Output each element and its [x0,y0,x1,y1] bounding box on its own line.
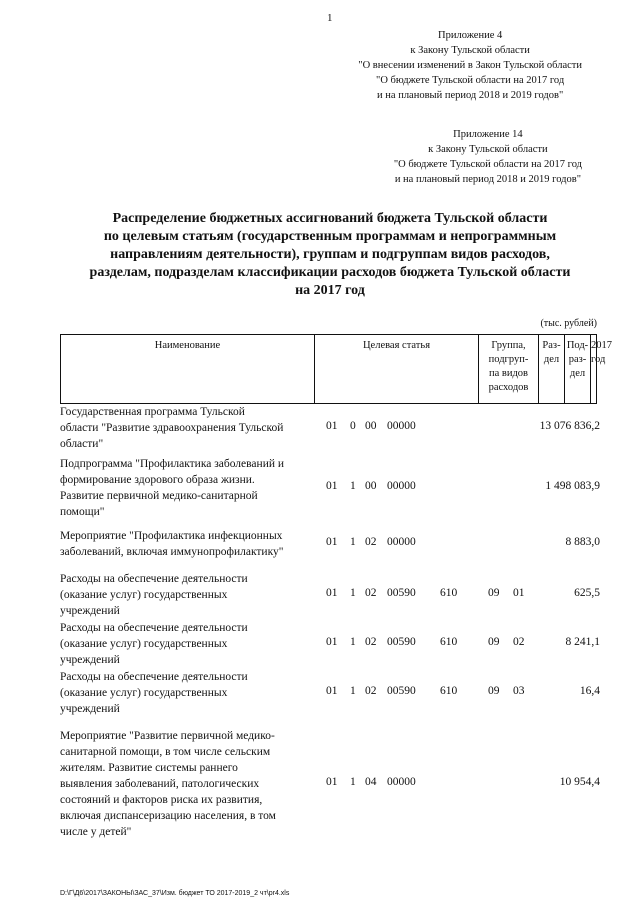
title-line: Распределение бюджетных ассигнований бюджета Тульской области [112,211,548,226]
target-program: 01 [326,536,338,548]
target-program: 01 [326,587,338,599]
appendix-14-block [394,127,582,187]
appendix-line: и на плановый период 2018 и 2019 годов" [377,90,564,101]
row-name-line: учреждений [60,703,120,715]
target-event: 02 [365,685,377,697]
target-direction: 00590 [387,685,416,697]
appendix-4-block [358,28,582,103]
header-year: 2017 год [591,340,612,365]
appendix-line: "О бюджете Тульской области на 2017 год [376,75,565,86]
section-code: 09 [488,685,500,697]
subsection-code: 03 [513,685,525,697]
row-name-line: Расходы на обеспечение деятельности [60,622,248,634]
title-line: на 2017 год [295,283,365,298]
row-name-line: Мероприятие "Профилактика инфекционных [60,530,283,542]
target-subprogram: 1 [350,776,356,788]
header-section-line: Раз- [542,340,561,351]
row-name-line: Расходы на обеспечение деятельности [60,671,248,683]
row-name-line: Мероприятие "Развитие первичной медико- [60,730,275,742]
unit-label: (тыс. рублей) [540,318,597,329]
amount-2017: 16,4 [579,685,600,697]
header-group-line: расходов [488,382,529,393]
target-program: 01 [326,636,338,648]
row-name [60,571,322,619]
target-program: 01 [326,420,338,432]
row-name-line: области "Развитие здравоохранения Тульской [60,422,284,434]
appendix-line: "О внесении изменений в Закон Тульской области [358,60,582,71]
row-name [60,728,322,840]
row-name-line: учреждений [60,654,120,666]
section-code: 09 [488,587,500,599]
amount-2017: 8 241,1 [565,636,600,648]
target-direction: 00000 [387,480,416,492]
row-name-line: области" [60,438,104,450]
row-name [60,528,322,560]
target-direction: 00590 [387,636,416,648]
row-name-line: (оказание услуг) государственных [60,589,228,601]
target-direction: 00000 [387,776,416,788]
target-subprogram: 1 [350,480,356,492]
row-name-line: жителям. Развитие системы раннего [60,762,238,774]
row-name-line: помощи" [60,506,105,518]
target-subprogram: 0 [350,420,356,432]
target-event: 02 [365,587,377,599]
target-event: 00 [365,480,377,492]
row-name-line: формирование здорового образа жизни. [60,474,255,486]
header-group-line: подгруп- [488,354,529,365]
row-name-line: учреждений [60,605,120,617]
header-group-line: па видов [488,368,529,379]
section-code: 09 [488,636,500,648]
file-path-footer: D:\Г\Д6\2017\ЗАКОНЫ\ЗАС_37\Изм. бюджет ТО 2017-2019_2 чт\pr4.xls [60,890,290,897]
amount-2017: 625,5 [574,587,600,599]
row-name-line: выявления заболеваний, патологических [60,778,260,790]
title-line: по целевым статьям (государственным программам и непрограммным [103,229,557,244]
target-event: 04 [365,776,377,788]
row-name-line: Расходы на обеспечение деятельности [60,573,248,585]
row-name [60,456,322,520]
title-line: разделам, подразделам классификации расходов бюджета Тульской области [89,265,571,280]
target-subprogram: 1 [350,636,356,648]
header-group [479,335,539,403]
row-name-line: Развитие первичной медико-санитарной [60,490,258,502]
target-program: 01 [326,685,338,697]
header-subsection-line: дел [569,368,586,379]
target-direction: 00000 [387,536,416,548]
expense-group: 610 [440,636,458,648]
row-name-line: заболеваний, включая иммунопрофилактику" [60,546,284,558]
header-subsection-line: Под- [566,340,589,351]
row-name-line: Подпрограмма "Профилактика заболеваний и [60,458,285,470]
table-header [60,334,612,404]
row-name [60,404,322,452]
amount-2017: 13 076 836,2 [539,420,600,432]
target-program: 01 [326,480,338,492]
header-subsection-line: раз- [568,354,587,365]
subsection-code: 01 [513,587,525,599]
row-name-line: состояний и факторов риска их развития, [60,794,263,806]
row-name [60,669,322,717]
appendix-line: Приложение 14 [453,129,523,140]
row-name [60,620,322,668]
page-number: 1 [327,12,333,24]
target-direction: 00000 [387,420,416,432]
appendix-line: к Закону Тульской области [428,144,548,155]
target-event: 02 [365,636,377,648]
row-name-line: (оказание услуг) государственных [60,638,228,650]
appendix-line: "О бюджете Тульской области на 2017 год [393,159,582,170]
target-subprogram: 1 [350,685,356,697]
row-name-line: числе у детей" [60,826,132,838]
row-name-line: санитарной помощи, в том числе сельским [60,746,271,758]
row-name-line: включая диспансеризацию населения, в том [60,810,276,822]
amount-2017: 10 954,4 [559,776,600,788]
title-line: направлениям деятельности), группам и подгруппам видов расходов, [110,247,550,262]
subsection-code: 02 [513,636,525,648]
target-direction: 00590 [387,587,416,599]
target-subprogram: 1 [350,536,356,548]
target-event: 02 [365,536,377,548]
amount-2017: 8 883,0 [565,536,600,548]
header-group-line: Группа, [491,340,526,351]
header-section [539,335,565,403]
document-title [60,210,600,300]
header-subsection [565,335,591,403]
expense-group: 610 [440,685,458,697]
target-program: 01 [326,776,338,788]
appendix-line: и на плановый период 2018 и 2019 годов" [394,174,581,185]
row-name-line: (оказание услуг) государственных [60,687,228,699]
amount-2017: 1 498 083,9 [545,480,600,492]
row-name-line: Государственная программа Тульской [60,406,245,418]
target-subprogram: 1 [350,587,356,599]
target-event: 00 [365,420,377,432]
header-section-line: дел [543,354,560,365]
appendix-line: Приложение 4 [438,30,503,41]
header-target-article: Целевая статья [315,335,479,403]
appendix-line: к Закону Тульской области [410,45,530,56]
expense-group: 610 [440,587,458,599]
header-name: Наименование [61,335,315,403]
